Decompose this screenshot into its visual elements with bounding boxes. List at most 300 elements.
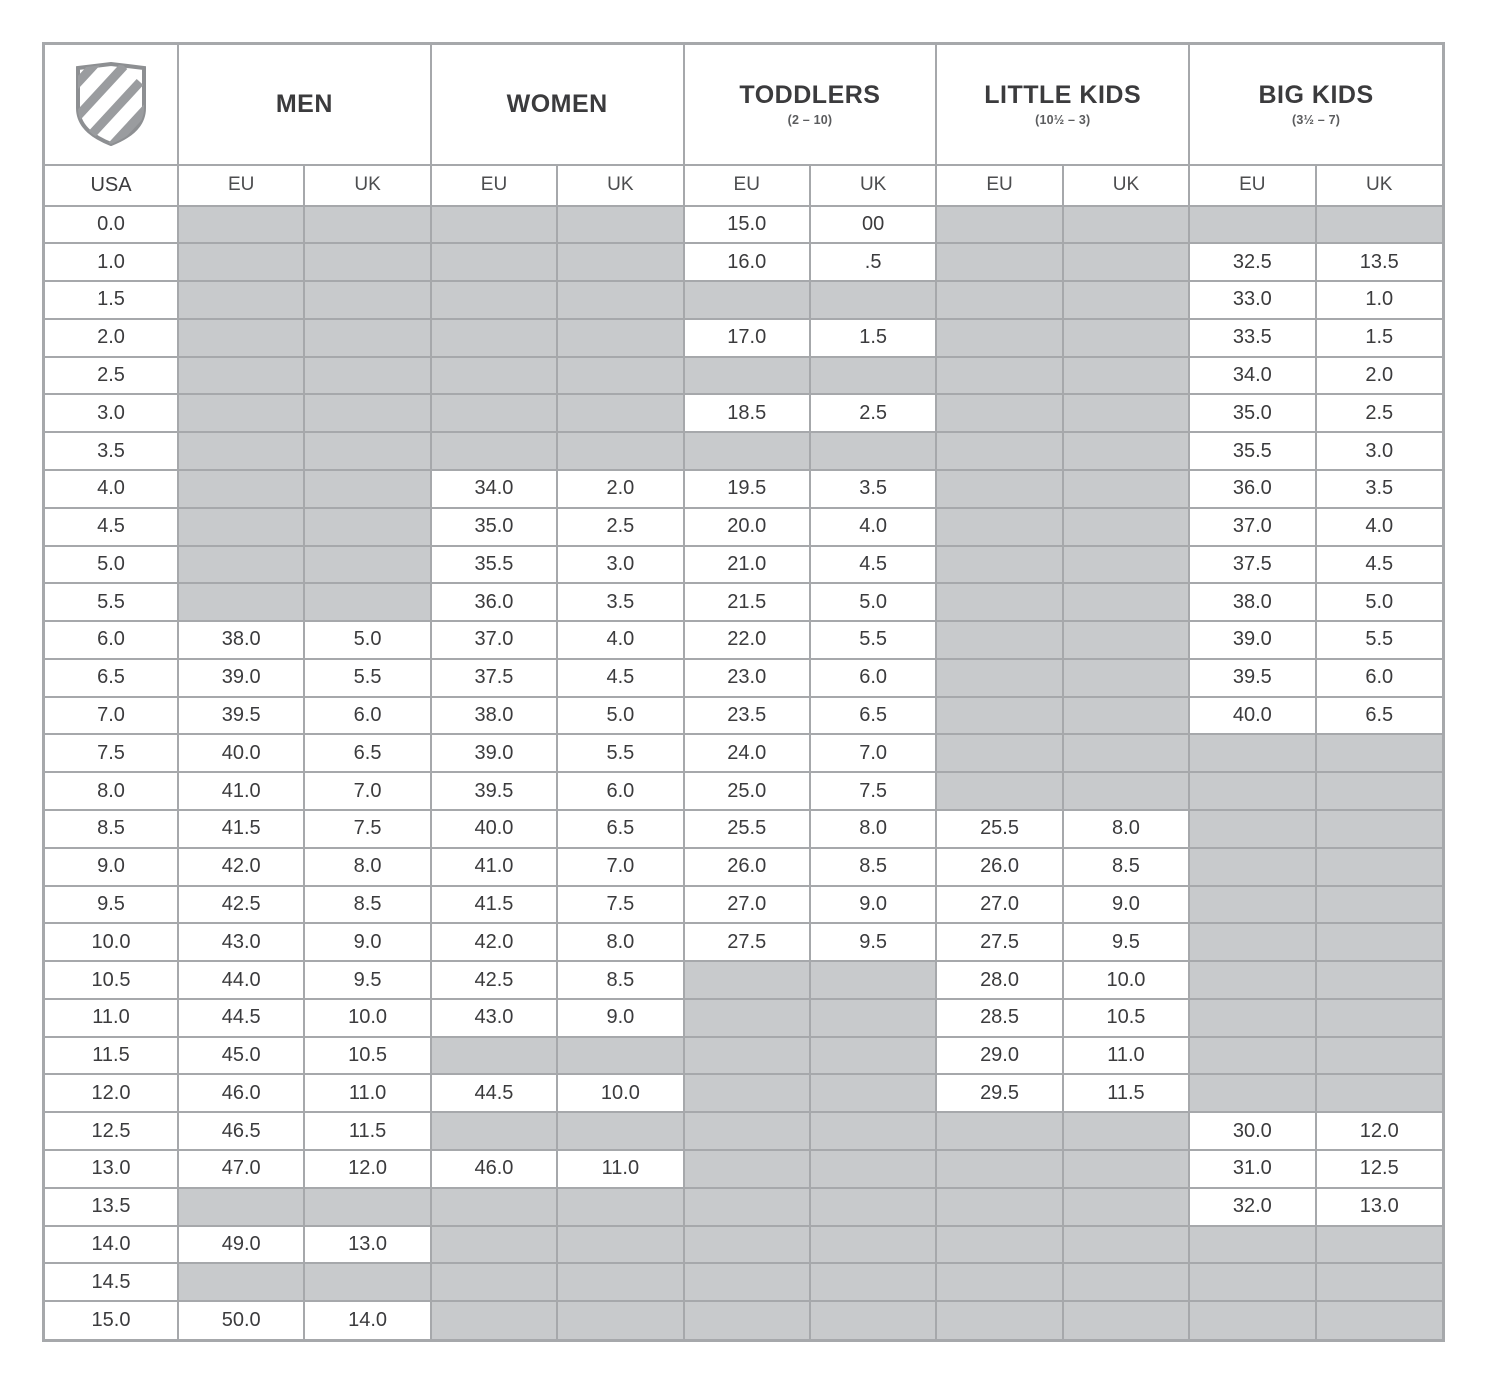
cell-size-value: 14.0	[304, 1301, 430, 1339]
cell-empty	[557, 1188, 683, 1226]
cell-usa-size: 13.0	[45, 1150, 178, 1188]
cell-size-value: 3.5	[1316, 470, 1442, 508]
cell-empty	[936, 1301, 1062, 1339]
group-header-label: BIG KIDS	[1258, 80, 1374, 109]
cell-size-value: 26.0	[684, 848, 810, 886]
cell-size-value: 34.0	[431, 470, 557, 508]
cell-usa-size: 1.0	[45, 243, 178, 281]
cell-size-value: 37.5	[1189, 546, 1315, 584]
cell-empty	[936, 281, 1062, 319]
table-row	[45, 243, 1442, 281]
cell-empty	[557, 206, 683, 244]
cell-size-value: 32.0	[1189, 1188, 1315, 1226]
cell-empty	[684, 1074, 810, 1112]
cell-usa-size: 8.5	[45, 810, 178, 848]
cell-size-value: 8.5	[304, 886, 430, 924]
cell-empty	[1316, 923, 1442, 961]
cell-empty	[936, 621, 1062, 659]
cell-empty	[1316, 999, 1442, 1037]
cell-size-value: 36.0	[431, 583, 557, 621]
group-header-label: LITTLE KIDS	[984, 80, 1142, 109]
cell-usa-size: 2.0	[45, 319, 178, 357]
cell-size-value: 33.5	[1189, 319, 1315, 357]
cell-size-value: 5.5	[304, 659, 430, 697]
cell-empty	[1316, 206, 1442, 244]
cell-empty	[810, 281, 936, 319]
cell-empty	[936, 319, 1062, 357]
cell-usa-size: 11.5	[45, 1037, 178, 1075]
cell-size-value: 39.5	[178, 697, 304, 735]
cell-empty	[178, 243, 304, 281]
cell-size-value: .5	[810, 243, 936, 281]
cell-size-value: 46.0	[431, 1150, 557, 1188]
cell-empty	[684, 281, 810, 319]
cell-size-value: 41.5	[431, 886, 557, 924]
cell-size-value: 7.5	[557, 886, 683, 924]
cell-size-value: 39.5	[431, 772, 557, 810]
cell-size-value: 5.0	[1316, 583, 1442, 621]
cell-usa-size: 11.0	[45, 999, 178, 1037]
cell-size-value: 27.0	[684, 886, 810, 924]
cell-size-value: 8.5	[810, 848, 936, 886]
cell-size-value: 2.5	[557, 508, 683, 546]
cell-empty	[936, 243, 1062, 281]
cell-empty	[431, 319, 557, 357]
cell-size-value: 6.0	[557, 772, 683, 810]
group-header-toddlers	[684, 45, 937, 165]
cell-empty	[684, 1037, 810, 1075]
cell-size-value: 41.0	[178, 772, 304, 810]
cell-empty	[1316, 772, 1442, 810]
cell-empty	[936, 394, 1062, 432]
cell-empty	[1189, 772, 1315, 810]
cell-empty	[557, 281, 683, 319]
table-row	[45, 281, 1442, 319]
cell-usa-size: 9.0	[45, 848, 178, 886]
cell-size-value: 39.0	[1189, 621, 1315, 659]
cell-empty	[431, 394, 557, 432]
cell-usa-size: 12.5	[45, 1112, 178, 1150]
cell-size-value: 6.5	[557, 810, 683, 848]
cell-empty	[810, 999, 936, 1037]
brand-logo-cell	[45, 45, 178, 165]
cell-size-value: 13.0	[304, 1226, 430, 1264]
cell-empty	[431, 1301, 557, 1339]
table-row	[45, 206, 1442, 244]
cell-size-value: 46.0	[178, 1074, 304, 1112]
group-header-subtitle: (3½ – 7)	[1291, 113, 1341, 128]
cell-size-value: 11.0	[304, 1074, 430, 1112]
cell-empty	[178, 546, 304, 584]
cell-size-value: 10.0	[304, 999, 430, 1037]
cell-size-value: 8.5	[557, 961, 683, 999]
cell-size-value: 2.5	[1316, 394, 1442, 432]
cell-size-value: 41.0	[431, 848, 557, 886]
cell-usa-size: 6.0	[45, 621, 178, 659]
cell-size-value: 8.0	[810, 810, 936, 848]
cell-empty	[810, 1188, 936, 1226]
table-row	[45, 621, 1442, 659]
group-header-women	[431, 45, 684, 165]
cell-size-value: 27.5	[684, 923, 810, 961]
cell-size-value: 29.5	[936, 1074, 1062, 1112]
cell-size-value: 4.5	[1316, 546, 1442, 584]
cell-empty	[178, 583, 304, 621]
cell-size-value: 1.5	[810, 319, 936, 357]
cell-empty	[936, 1112, 1062, 1150]
cell-size-value: 42.0	[178, 848, 304, 886]
cell-size-value: 43.0	[178, 923, 304, 961]
cell-size-value: 3.5	[810, 470, 936, 508]
cell-empty	[431, 243, 557, 281]
cell-size-value: 29.0	[936, 1037, 1062, 1075]
table-row	[45, 319, 1442, 357]
cell-empty	[1063, 508, 1189, 546]
cell-empty	[1063, 1263, 1189, 1301]
cell-empty	[810, 1037, 936, 1075]
cell-empty	[431, 1037, 557, 1075]
cell-size-value: 37.5	[431, 659, 557, 697]
cell-size-value: 13.0	[1316, 1188, 1442, 1226]
cell-size-value: 9.5	[810, 923, 936, 961]
table-row	[45, 1074, 1442, 1112]
cell-empty	[178, 206, 304, 244]
cell-empty	[304, 243, 430, 281]
cell-size-value: 37.0	[1189, 508, 1315, 546]
cell-empty	[178, 1188, 304, 1226]
cell-empty	[1316, 1263, 1442, 1301]
cell-size-value: 39.0	[178, 659, 304, 697]
cell-empty	[684, 1150, 810, 1188]
column-header-toddlers-eu: EU	[684, 165, 810, 206]
cell-empty	[304, 1263, 430, 1301]
column-header-toddlers-uk: UK	[810, 165, 936, 206]
cell-empty	[178, 508, 304, 546]
cell-size-value: 8.5	[1063, 848, 1189, 886]
cell-size-value: 00	[810, 206, 936, 244]
column-header-women-eu: EU	[431, 165, 557, 206]
cell-empty	[1063, 206, 1189, 244]
cell-size-value: 4.5	[557, 659, 683, 697]
cell-size-value: 1.0	[1316, 281, 1442, 319]
cell-size-value: 27.0	[936, 886, 1062, 924]
cell-size-value: 3.0	[557, 546, 683, 584]
cell-empty	[684, 1188, 810, 1226]
table-row	[45, 1112, 1442, 1150]
cell-usa-size: 13.5	[45, 1188, 178, 1226]
column-header-women-uk: UK	[557, 165, 683, 206]
cell-usa-size: 14.0	[45, 1226, 178, 1264]
cell-empty	[431, 1226, 557, 1264]
cell-size-value: 8.0	[1063, 810, 1189, 848]
cell-size-value: 5.5	[810, 621, 936, 659]
group-header-subtitle: (10½ – 3)	[1035, 113, 1091, 128]
cell-size-value: 6.5	[810, 697, 936, 735]
cell-size-value: 28.0	[936, 961, 1062, 999]
cell-empty	[557, 1112, 683, 1150]
cell-empty	[557, 394, 683, 432]
cell-usa-size: 9.5	[45, 886, 178, 924]
cell-empty	[1316, 1074, 1442, 1112]
table-row	[45, 923, 1442, 961]
cell-empty	[1189, 886, 1315, 924]
cell-size-value: 9.0	[1063, 886, 1189, 924]
cell-empty	[1316, 810, 1442, 848]
cell-size-value: 35.0	[1189, 394, 1315, 432]
cell-empty	[431, 1263, 557, 1301]
cell-empty	[684, 1226, 810, 1264]
cell-empty	[684, 432, 810, 470]
cell-size-value: 11.0	[557, 1150, 683, 1188]
cell-usa-size: 6.5	[45, 659, 178, 697]
cell-empty	[1063, 357, 1189, 395]
cell-size-value: 11.5	[1063, 1074, 1189, 1112]
cell-size-value: 7.0	[557, 848, 683, 886]
cell-size-value: 2.0	[1316, 357, 1442, 395]
cell-empty	[1189, 848, 1315, 886]
cell-empty	[431, 1112, 557, 1150]
cell-size-value: 9.5	[1063, 923, 1189, 961]
cell-size-value: 46.5	[178, 1112, 304, 1150]
cell-empty	[936, 734, 1062, 772]
cell-size-value: 6.5	[1316, 697, 1442, 735]
cell-empty	[304, 319, 430, 357]
cell-usa-size: 0.0	[45, 206, 178, 244]
cell-size-value: 28.5	[936, 999, 1062, 1037]
cell-empty	[178, 470, 304, 508]
cell-empty	[1063, 659, 1189, 697]
cell-usa-size: 2.5	[45, 357, 178, 395]
cell-empty	[1063, 621, 1189, 659]
table-row	[45, 697, 1442, 735]
cell-empty	[1063, 394, 1189, 432]
cell-empty	[1063, 243, 1189, 281]
cell-empty	[557, 1301, 683, 1339]
cell-empty	[431, 432, 557, 470]
cell-size-value: 8.0	[304, 848, 430, 886]
cell-size-value: 33.0	[1189, 281, 1315, 319]
cell-usa-size: 7.5	[45, 734, 178, 772]
cell-empty	[178, 319, 304, 357]
cell-empty	[1189, 1074, 1315, 1112]
cell-empty	[557, 357, 683, 395]
cell-empty	[1189, 923, 1315, 961]
cell-size-value: 39.0	[431, 734, 557, 772]
table-row	[45, 999, 1442, 1037]
cell-empty	[304, 206, 430, 244]
cell-empty	[1316, 1301, 1442, 1339]
cell-size-value: 9.0	[810, 886, 936, 924]
cell-size-value: 5.0	[304, 621, 430, 659]
cell-size-value: 10.5	[304, 1037, 430, 1075]
cell-size-value: 30.0	[1189, 1112, 1315, 1150]
table-row	[45, 1263, 1442, 1301]
table-row	[45, 961, 1442, 999]
cell-empty	[936, 546, 1062, 584]
cell-size-value: 2.5	[810, 394, 936, 432]
cell-empty	[304, 546, 430, 584]
cell-size-value: 3.0	[1316, 432, 1442, 470]
cell-size-value: 44.5	[178, 999, 304, 1037]
cell-size-value: 23.0	[684, 659, 810, 697]
table-row	[45, 734, 1442, 772]
cell-size-value: 35.0	[431, 508, 557, 546]
cell-size-value: 5.5	[1316, 621, 1442, 659]
cell-size-value: 42.5	[431, 961, 557, 999]
table-row	[45, 357, 1442, 395]
cell-size-value: 44.5	[431, 1074, 557, 1112]
cell-empty	[684, 961, 810, 999]
cell-size-value: 42.0	[431, 923, 557, 961]
cell-size-value: 34.0	[1189, 357, 1315, 395]
cell-usa-size: 4.5	[45, 508, 178, 546]
cell-empty	[936, 583, 1062, 621]
cell-size-value: 22.0	[684, 621, 810, 659]
cell-empty	[557, 319, 683, 357]
cell-size-value: 17.0	[684, 319, 810, 357]
cell-size-value: 16.0	[684, 243, 810, 281]
cell-usa-size: 12.0	[45, 1074, 178, 1112]
cell-size-value: 19.5	[684, 470, 810, 508]
table-header-row	[45, 45, 1442, 165]
cell-size-value: 40.0	[1189, 697, 1315, 735]
cell-size-value: 9.0	[304, 923, 430, 961]
group-header-little-kids	[936, 45, 1189, 165]
group-header-subtitle: (2 – 10)	[787, 113, 833, 128]
cell-empty	[1063, 772, 1189, 810]
cell-empty	[810, 1074, 936, 1112]
cell-empty	[1063, 432, 1189, 470]
cell-size-value: 35.5	[431, 546, 557, 584]
cell-empty	[936, 659, 1062, 697]
cell-size-value: 35.5	[1189, 432, 1315, 470]
cell-empty	[936, 1188, 1062, 1226]
cell-usa-size: 10.5	[45, 961, 178, 999]
cell-size-value: 9.5	[304, 961, 430, 999]
shield-logo-icon	[45, 62, 177, 146]
table-row	[45, 432, 1442, 470]
cell-size-value: 40.0	[178, 734, 304, 772]
cell-size-value: 5.0	[810, 583, 936, 621]
cell-size-value: 23.5	[684, 697, 810, 735]
cell-empty	[810, 357, 936, 395]
group-header-label: WOMEN	[506, 90, 608, 119]
cell-empty	[1189, 734, 1315, 772]
cell-empty	[557, 1037, 683, 1075]
cell-empty	[1063, 1112, 1189, 1150]
cell-empty	[936, 470, 1062, 508]
cell-empty	[1189, 1301, 1315, 1339]
cell-size-value: 15.0	[684, 206, 810, 244]
cell-usa-size: 10.0	[45, 923, 178, 961]
cell-empty	[1189, 999, 1315, 1037]
cell-size-value: 7.0	[810, 734, 936, 772]
cell-size-value: 8.0	[557, 923, 683, 961]
cell-empty	[1063, 281, 1189, 319]
cell-usa-size: 7.0	[45, 697, 178, 735]
cell-size-value: 25.0	[684, 772, 810, 810]
column-header-usa: USA	[45, 165, 178, 206]
cell-empty	[557, 432, 683, 470]
cell-size-value: 11.5	[304, 1112, 430, 1150]
cell-size-value: 4.0	[810, 508, 936, 546]
group-header-label: MEN	[275, 90, 333, 119]
cell-size-value: 10.0	[557, 1074, 683, 1112]
table-row	[45, 1037, 1442, 1075]
cell-usa-size: 1.5	[45, 281, 178, 319]
size-conversion-table	[45, 45, 1442, 1339]
cell-usa-size: 3.0	[45, 394, 178, 432]
cell-size-value: 50.0	[178, 1301, 304, 1339]
cell-size-value: 20.0	[684, 508, 810, 546]
cell-size-value: 40.0	[431, 810, 557, 848]
cell-empty	[1063, 1188, 1189, 1226]
cell-size-value: 42.5	[178, 886, 304, 924]
cell-size-value: 12.0	[304, 1150, 430, 1188]
cell-empty	[1316, 961, 1442, 999]
table-row	[45, 1226, 1442, 1264]
table-row	[45, 886, 1442, 924]
cell-empty	[810, 1263, 936, 1301]
cell-size-value: 12.0	[1316, 1112, 1442, 1150]
cell-empty	[684, 1301, 810, 1339]
cell-empty	[178, 281, 304, 319]
cell-empty	[1316, 848, 1442, 886]
cell-size-value: 31.0	[1189, 1150, 1315, 1188]
cell-empty	[431, 357, 557, 395]
cell-usa-size: 15.0	[45, 1301, 178, 1339]
cell-empty	[1189, 961, 1315, 999]
cell-empty	[1316, 1226, 1442, 1264]
cell-size-value: 25.5	[936, 810, 1062, 848]
cell-empty	[1063, 1226, 1189, 1264]
cell-empty	[431, 206, 557, 244]
cell-size-value: 38.0	[431, 697, 557, 735]
cell-empty	[304, 470, 430, 508]
cell-empty	[1063, 470, 1189, 508]
cell-empty	[684, 999, 810, 1037]
cell-empty	[936, 508, 1062, 546]
cell-empty	[431, 281, 557, 319]
column-header-men-eu: EU	[178, 165, 304, 206]
cell-empty	[1063, 1150, 1189, 1188]
cell-empty	[1063, 319, 1189, 357]
cell-size-value: 11.0	[1063, 1037, 1189, 1075]
cell-empty	[1189, 1226, 1315, 1264]
cell-empty	[936, 1226, 1062, 1264]
cell-size-value: 18.5	[684, 394, 810, 432]
cell-size-value: 13.5	[1316, 243, 1442, 281]
cell-empty	[304, 394, 430, 432]
cell-empty	[304, 1188, 430, 1226]
cell-empty	[304, 583, 430, 621]
cell-empty	[1189, 1037, 1315, 1075]
column-header-little-kids-eu: EU	[936, 165, 1062, 206]
cell-empty	[810, 1301, 936, 1339]
cell-empty	[1316, 1037, 1442, 1075]
cell-empty	[1189, 810, 1315, 848]
cell-size-value: 5.0	[557, 697, 683, 735]
table-row	[45, 1188, 1442, 1226]
cell-empty	[557, 1226, 683, 1264]
cell-size-value: 9.0	[557, 999, 683, 1037]
cell-size-value: 6.5	[304, 734, 430, 772]
cell-size-value: 10.5	[1063, 999, 1189, 1037]
cell-empty	[1063, 697, 1189, 735]
cell-empty	[684, 357, 810, 395]
cell-size-value: 36.0	[1189, 470, 1315, 508]
table-row	[45, 546, 1442, 584]
